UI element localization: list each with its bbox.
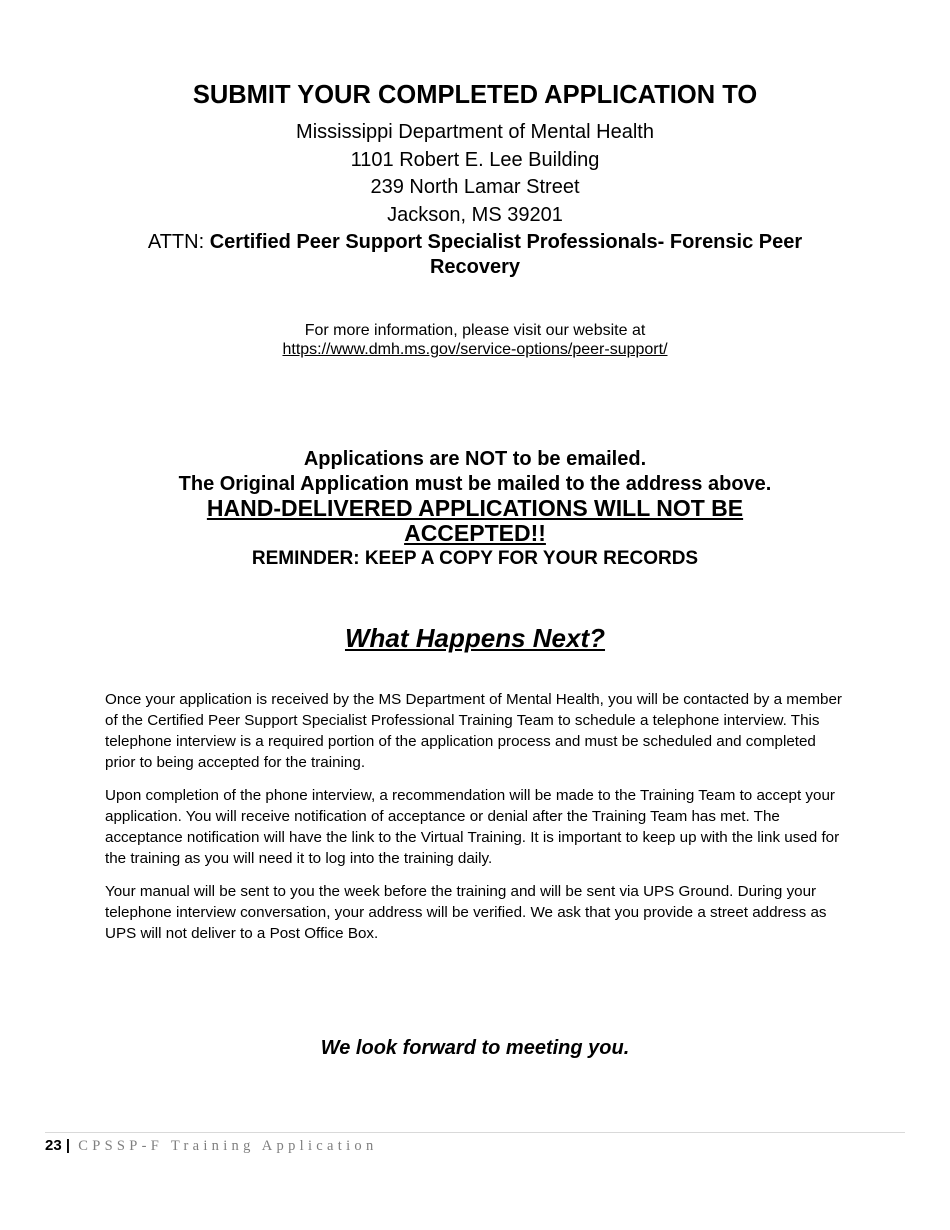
paragraph: Once your application is received by the MS Department of Mental Health, you will be contacted by a member of the Certified Peer Support Specialist Professional Training Team to schedule a telephone interview. This telephone interview is a required portion of the application process and must be scheduled and completed prior to being accepted for the training. xyxy=(105,691,842,771)
address-line: Jackson, MS 39201 xyxy=(387,203,563,226)
address-line: 1101 Robert E. Lee Building xyxy=(350,148,600,171)
paragraph: Your manual will be sent to you the week before the training and will be sent via UPS Ground. During your telephone interview conversation, your address will be verified. We ask that you provide a street address as UPS will not deliver to a Post Office Box. xyxy=(105,883,827,942)
mailing-address xyxy=(0,119,950,229)
keep-copy-reminder: REMINDER: KEEP A COPY FOR YOUR RECORDS xyxy=(251,548,699,569)
footer-separator: | xyxy=(65,1137,71,1154)
hand-delivered-notice: HAND-DELIVERED APPLICATIONS WILL NOT BE ACCEPTED!! xyxy=(206,495,744,546)
attn-label: ATTN: xyxy=(147,231,205,253)
page-footer xyxy=(45,1132,905,1156)
page-number: 23 xyxy=(45,1137,62,1154)
what-happens-next-heading: What Happens Next? xyxy=(344,623,606,653)
website-link[interactable]: https://www.dmh.ms.gov/service-options/peer-support/ xyxy=(282,341,668,358)
paragraph: Upon completion of the phone interview, a recommendation will be made to the Training Team to accept your application. You will receive notification of acceptance or denial after the Training Team has met. The acceptance notification will have the link to the Virtual Training. It is important to keep up with the link used for the training as you will need it to log into the training daily. xyxy=(105,787,840,867)
attn-line xyxy=(105,230,845,280)
address-line: Mississippi Department of Mental Health xyxy=(296,121,654,143)
closing-line: We look forward to meeting you. xyxy=(320,1037,630,1059)
document-title: CPSSP-F Training Application xyxy=(78,1138,378,1154)
next-steps-body xyxy=(105,689,845,956)
attn-recipient: Certified Peer Support Specialist Professionals- Forensic Peer Recovery xyxy=(209,231,803,278)
more-info xyxy=(0,321,950,359)
more-info-text: For more information, please visit our website at xyxy=(304,322,646,339)
address-line: 239 North Lamar Street xyxy=(370,176,580,198)
submit-heading: SUBMIT YOUR COMPLETED APPLICATION TO xyxy=(192,81,758,109)
mail-original-notice: The Original Application must be mailed to the address above. xyxy=(178,472,772,495)
submission-warning xyxy=(0,447,950,571)
no-email-notice: Applications are NOT to be emailed. xyxy=(303,448,647,470)
